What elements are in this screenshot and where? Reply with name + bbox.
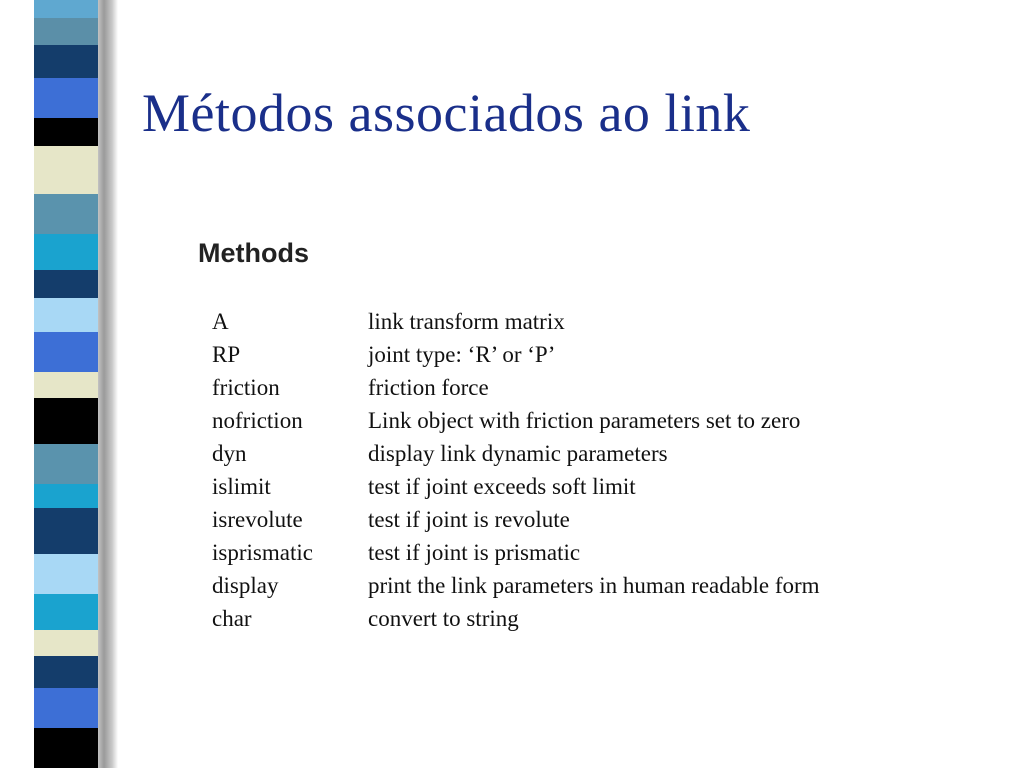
method-description: convert to string [368,605,519,631]
table-row [212,536,820,569]
stripe-segment [34,656,98,688]
table-row [212,569,820,602]
stripe-segment [34,45,98,78]
table-row [212,602,820,635]
method-name: char [212,605,252,631]
method-name: A [212,308,229,334]
table-row [212,503,820,536]
method-name: isrevolute [212,506,303,532]
method-description: link transform matrix [368,308,565,334]
table-row [212,371,820,404]
stripe-segment [34,594,98,630]
stripe-segment [34,78,98,118]
methods-table [212,305,820,635]
method-name: display [212,572,279,598]
method-description: display link dynamic parameters [368,440,668,466]
table-row [212,470,820,503]
method-name: nofriction [212,407,303,433]
stripe-segment [34,484,98,508]
stripe-segment [34,168,98,194]
stripe-segment [34,630,98,656]
stripe-segment [34,728,98,768]
stripe-segment [34,0,98,18]
stripe-segment [34,444,98,484]
methods-heading: Methods [198,238,309,268]
stripe-segment [34,508,98,554]
stripe-segment [34,332,98,372]
table-row [212,437,820,470]
table-row [212,338,820,371]
table-row [212,305,820,338]
stripe-segment [34,270,98,298]
method-description: joint type: ‘R’ or ‘P’ [368,341,556,367]
stripe-segment [34,194,98,234]
method-name: RP [212,341,241,367]
slide-title: Métodos associados ao link [142,83,751,143]
method-description: friction force [368,374,489,400]
stripe-segment [34,688,98,728]
method-name: dyn [212,440,247,466]
method-description: test if joint exceeds soft limit [368,473,636,499]
stripe-segment [34,146,98,168]
method-description: test if joint is revolute [368,506,570,532]
sidebar-color-stripe [34,0,98,768]
stripe-segment [34,18,98,45]
stripe-segment [34,234,98,270]
method-description: Link object with friction parameters set to zero [368,407,801,433]
stripe-segment [34,118,98,146]
method-description: print the link parameters in human readable form [368,572,820,598]
decorative-sidebar [0,0,118,768]
stripe-segment [34,372,98,398]
method-name: isprismatic [212,539,313,565]
stripe-segment [34,398,98,444]
stripe-segment [34,554,98,594]
stripe-segment [34,298,98,332]
method-description: test if joint is prismatic [368,539,581,565]
table-row [212,404,820,437]
method-name: islimit [212,473,271,499]
method-name: friction [212,374,280,400]
